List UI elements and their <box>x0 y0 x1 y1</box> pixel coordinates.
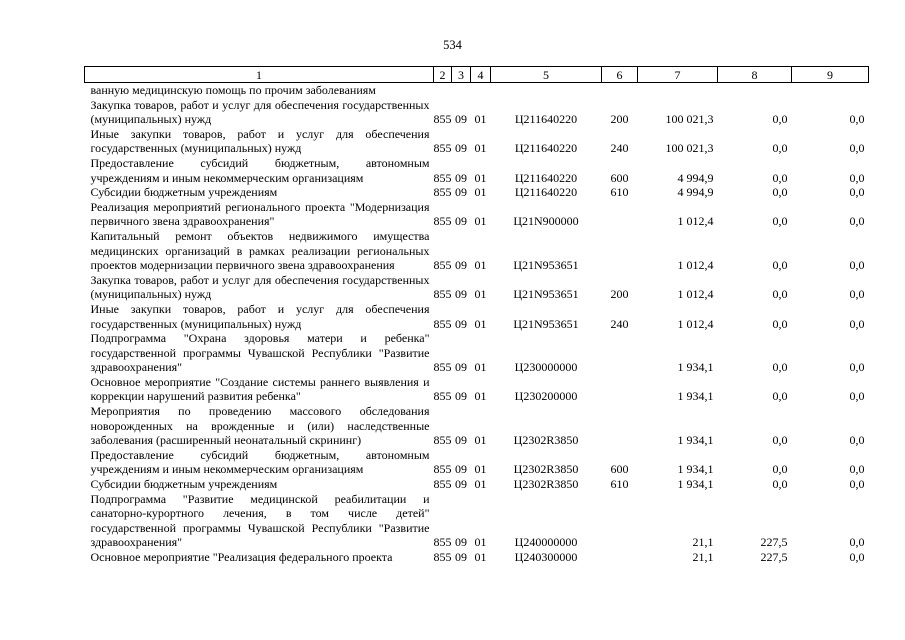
table-row <box>85 273 869 302</box>
row-code-expense-type: 200 <box>610 287 629 302</box>
table-row <box>85 83 869 98</box>
header-cell-8: 8 <box>718 67 792 83</box>
row-code-target: Ц211640220 <box>514 170 578 185</box>
row-amount-1: 1 934,1 <box>677 360 714 375</box>
row-amount-2: 227,5 <box>760 535 788 550</box>
row-amount-3: 0,0 <box>849 550 865 564</box>
row-name: Основное мероприятие "Реализация федерального проекта <box>90 550 393 564</box>
row-code-section: 09 <box>455 287 467 302</box>
table-row <box>85 477 869 492</box>
row-code-ministry: 855 <box>433 550 452 564</box>
row-amount-2: 0,0 <box>772 360 788 375</box>
row-code-section: 09 <box>455 112 467 127</box>
row-code-section: 09 <box>455 462 467 477</box>
row-code-expense-type: 600 <box>610 170 629 185</box>
table-row <box>85 375 869 404</box>
row-code-target: Ц21N900000 <box>513 214 579 229</box>
row-amount-1: 100 021,3 <box>665 141 714 156</box>
row-code-target: Ц240000000 <box>514 535 578 550</box>
row-code-expense-type: 240 <box>610 141 629 156</box>
table-row <box>85 550 869 565</box>
row-name: Подпрограмма "Охрана здоровья матери и ребенка" государственной программы Чувашской Республики "Развитие здравоохранения" <box>90 331 430 375</box>
table-header <box>85 67 869 83</box>
row-amount-3: 0,0 <box>849 258 865 273</box>
row-amount-3 <box>792 83 869 98</box>
row-amount-1: 4 994,9 <box>677 170 714 185</box>
row-code-ministry: 855 <box>433 433 452 448</box>
row-amount-2 <box>718 83 792 98</box>
row-name: Иные закупки товаров, работ и услуг для обеспечения государственных (муниципальных) нужд <box>90 126 430 156</box>
row-name: Закупка товаров, работ и услуг для обеспечения государственных (муниципальных) нужд <box>90 97 430 127</box>
row-amount-2: 0,0 <box>772 287 788 302</box>
row-code-ministry: 855 <box>433 287 452 302</box>
row-name: Капитальный ремонт объектов недвижимого имущества медицинских организаций в рамках реализации региональных проектов модернизации первичного звена здравоохранения <box>90 228 430 273</box>
row-amount-1: 100 021,3 <box>665 112 714 127</box>
row-code-expense-type: 610 <box>610 477 629 492</box>
row-code-expense-type <box>602 550 638 565</box>
row-amount-1: 1 934,1 <box>677 462 714 477</box>
row-amount-1: 1 012,4 <box>677 258 714 273</box>
row-code-expense-type <box>602 229 638 273</box>
row-code-expense-type <box>602 200 638 229</box>
row-code-ministry: 855 <box>433 535 452 550</box>
header-cell-4: 4 <box>471 67 491 83</box>
row-name: Субсидии бюджетным учреждениям <box>90 185 278 200</box>
row-amount-2: 0,0 <box>772 477 788 492</box>
row-amount-2: 0,0 <box>772 462 788 477</box>
row-amount-2: 0,0 <box>772 141 788 156</box>
row-code-expense-type <box>602 331 638 375</box>
row-code-target: Ц2302R3850 <box>513 477 579 492</box>
row-code-section: 09 <box>455 535 467 550</box>
row-code-expense-type <box>602 375 638 404</box>
row-code-subsection: 01 <box>474 112 487 127</box>
row-code-expense-type: 610 <box>610 185 629 200</box>
row-code-subsection: 01 <box>474 535 487 550</box>
row-name: Субсидии бюджетным учреждениям <box>90 477 278 492</box>
row-amount-2: 0,0 <box>772 258 788 273</box>
row-code-expense-type <box>602 83 638 98</box>
row-code-target: Ц230000000 <box>514 360 578 375</box>
row-amount-2: 0,0 <box>772 185 788 200</box>
row-code-ministry: 855 <box>433 316 452 331</box>
row-code-ministry: 855 <box>433 185 452 200</box>
row-name: Предоставление субсидий бюджетным, автономным учреждениям и иным некоммерческим организациям <box>90 155 430 185</box>
table-row <box>85 229 869 273</box>
header-cell-9: 9 <box>792 67 869 83</box>
row-amount-3: 0,0 <box>849 287 865 302</box>
row-code-section: 09 <box>455 316 467 331</box>
table-row <box>85 404 869 448</box>
row-amount-2: 0,0 <box>772 214 788 229</box>
table-row <box>85 127 869 156</box>
row-amount-1: 1 012,4 <box>677 316 714 331</box>
row-name: Мероприятия по проведению массового обследования новорожденных на врожденные и (или) наследственные заболевания (расширенный неонатальный скрининг) <box>90 404 430 448</box>
row-code-subsection: 01 <box>474 316 487 331</box>
row-code-ministry: 855 <box>433 112 452 127</box>
row-code-section: 09 <box>455 214 467 229</box>
row-amount-2: 0,0 <box>772 433 788 448</box>
row-code-expense-type: 240 <box>610 316 629 331</box>
row-code-subsection: 01 <box>474 389 487 404</box>
header-cell-2: 2 <box>434 67 452 83</box>
row-code-target: Ц240300000 <box>514 550 578 564</box>
row-name: Закупка товаров, работ и услуг для обеспечения государственных (муниципальных) нужд <box>90 272 430 302</box>
row-amount-2: 0,0 <box>772 316 788 331</box>
table-row <box>85 200 869 229</box>
row-code-section: 09 <box>455 550 467 564</box>
row-amount-1: 1 012,4 <box>677 287 714 302</box>
header-cell-6: 6 <box>602 67 638 83</box>
row-code-target: Ц211640220 <box>514 185 578 200</box>
row-code-ministry: 855 <box>433 214 452 229</box>
row-amount-3: 0,0 <box>849 112 865 127</box>
row-code-expense-type <box>602 404 638 448</box>
header-cell-7: 7 <box>638 67 718 83</box>
row-code-section: 09 <box>455 258 467 273</box>
row-name: Предоставление субсидий бюджетным, автономным учреждениям и иным некоммерческим организациям <box>90 447 430 477</box>
row-amount-2: 227,5 <box>760 550 788 564</box>
row-code-target: Ц211640220 <box>514 141 578 156</box>
row-code-section: 09 <box>455 433 467 448</box>
row-code-section: 09 <box>455 360 467 375</box>
row-amount-1: 4 994,9 <box>677 185 714 200</box>
row-code-ministry: 855 <box>433 462 452 477</box>
row-code-section: 09 <box>455 389 467 404</box>
row-code-section: 09 <box>455 141 467 156</box>
header-cell-5: 5 <box>491 67 602 83</box>
row-code-subsection: 01 <box>474 287 487 302</box>
row-code-ministry: 855 <box>433 141 452 156</box>
row-name: Основное мероприятие "Создание системы раннего выявления и коррекции нарушений развития ребенка" <box>90 374 430 404</box>
row-code-subsection: 01 <box>474 185 487 200</box>
row-code-subsection: 01 <box>474 360 487 375</box>
row-code-section <box>452 83 471 98</box>
row-name: Подпрограмма "Развитие медицинской реабилитации и санаторно-курортного лечения, в том числе детей" государственной программы Чувашской Республики "Развитие здравоохранения" <box>90 491 430 550</box>
row-amount-2: 0,0 <box>772 389 788 404</box>
row-amount-3: 0,0 <box>849 170 865 185</box>
budget-table <box>84 66 869 565</box>
row-code-section: 09 <box>455 477 467 492</box>
row-code-section: 09 <box>455 185 467 200</box>
row-amount-2: 0,0 <box>772 112 788 127</box>
row-code-target: Ц2302R3850 <box>513 462 579 477</box>
row-amount-1: 21,1 <box>692 535 714 550</box>
row-amount-3: 0,0 <box>849 214 865 229</box>
table-row <box>85 98 869 127</box>
row-amount-3: 0,0 <box>849 535 865 550</box>
row-amount-3: 0,0 <box>849 389 865 404</box>
row-code-target: Ц21N953651 <box>513 316 579 331</box>
row-amount-3: 0,0 <box>849 433 865 448</box>
row-code-section: 09 <box>455 170 467 185</box>
page-number: 534 <box>443 38 462 52</box>
row-code-subsection: 01 <box>474 258 487 273</box>
table-row <box>85 185 869 200</box>
table-body <box>85 83 869 565</box>
row-code-subsection: 01 <box>474 170 487 185</box>
row-code-target <box>491 83 602 98</box>
table-row <box>85 302 869 331</box>
table-row <box>85 331 869 375</box>
row-amount-3: 0,0 <box>849 462 865 477</box>
table-row <box>85 448 869 477</box>
row-code-subsection: 01 <box>474 550 487 564</box>
row-code-target: Ц21N953651 <box>513 258 579 273</box>
table-row <box>85 492 869 550</box>
row-code-subsection: 01 <box>474 141 487 156</box>
row-code-ministry <box>434 83 452 98</box>
row-name: Иные закупки товаров, работ и услуг для обеспечения государственных (муниципальных) нужд <box>90 301 430 331</box>
row-code-subsection: 01 <box>474 477 487 492</box>
table-row <box>85 156 869 185</box>
row-code-subsection: 01 <box>474 214 487 229</box>
row-name: ванную медицинскую помощь по прочим заболеваниям <box>90 83 376 97</box>
row-code-target: Ц211640220 <box>514 112 578 127</box>
row-code-subsection <box>471 83 491 98</box>
row-code-target: Ц230200000 <box>514 389 578 404</box>
row-name: Реализация мероприятий регионального проекта "Модернизация первичного звена здравоохранения" <box>90 199 430 229</box>
row-amount-1: 1 934,1 <box>677 477 714 492</box>
row-code-target: Ц21N953651 <box>513 287 579 302</box>
header-cell-3: 3 <box>452 67 471 83</box>
header-row <box>85 67 869 83</box>
row-amount-1: 21,1 <box>692 550 714 564</box>
row-amount-1: 1 934,1 <box>677 389 714 404</box>
row-code-target: Ц2302R3850 <box>513 433 579 448</box>
row-amount-3: 0,0 <box>849 477 865 492</box>
row-code-ministry: 855 <box>433 258 452 273</box>
row-amount-1: 1 934,1 <box>677 433 714 448</box>
row-amount-3: 0,0 <box>849 185 865 200</box>
row-amount-1: 1 012,4 <box>677 214 714 229</box>
row-code-expense-type <box>602 492 638 550</box>
row-code-subsection: 01 <box>474 462 487 477</box>
row-code-expense-type: 200 <box>610 112 629 127</box>
row-amount-3: 0,0 <box>849 360 865 375</box>
row-amount-3: 0,0 <box>849 316 865 331</box>
row-amount-2: 0,0 <box>772 170 788 185</box>
row-code-subsection: 01 <box>474 433 487 448</box>
row-code-ministry: 855 <box>433 389 452 404</box>
row-code-ministry: 855 <box>433 477 452 492</box>
row-amount-1 <box>638 83 718 98</box>
header-cell-1: 1 <box>85 67 434 83</box>
row-amount-3: 0,0 <box>849 141 865 156</box>
row-code-expense-type: 600 <box>610 462 629 477</box>
row-code-ministry: 855 <box>433 170 452 185</box>
row-code-ministry: 855 <box>433 360 452 375</box>
